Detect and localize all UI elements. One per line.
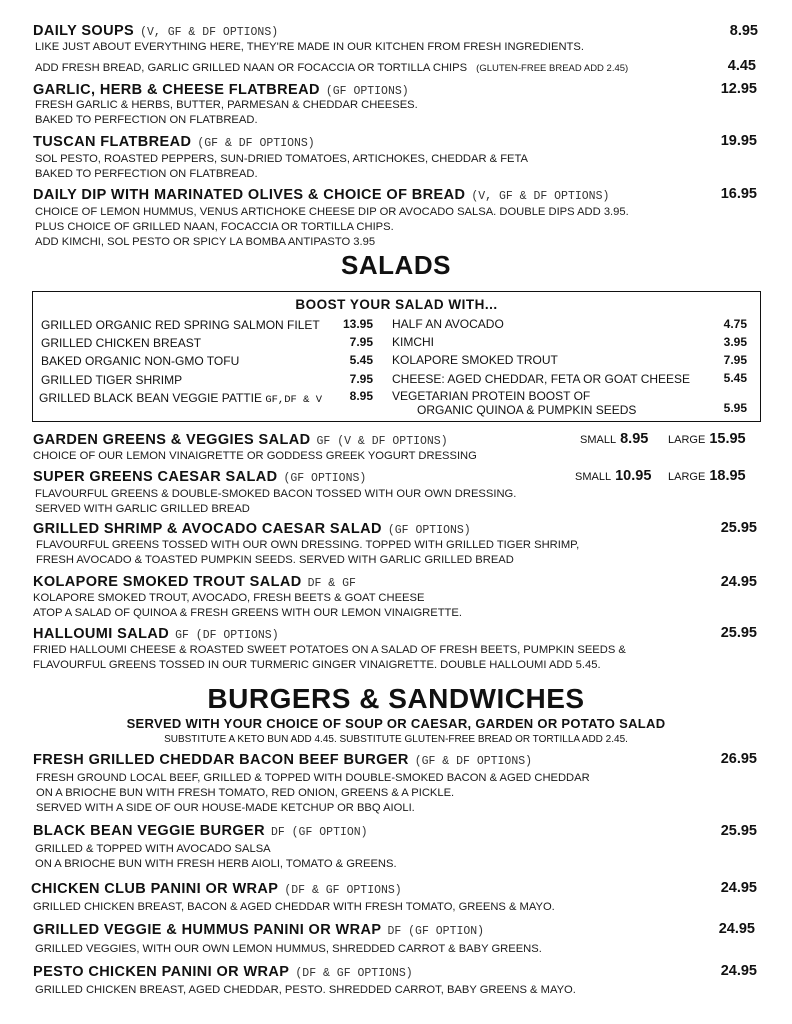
- item-name: GARLIC, HERB & CHEESE FLATBREAD: [33, 82, 320, 98]
- item-price: 12.95: [720, 81, 757, 97]
- boost-item-note: GF,DF & V: [265, 394, 323, 406]
- item-garlic-herb-flatbread: [33, 82, 409, 98]
- item-options: (GF OPTIONS): [283, 472, 367, 485]
- boost-price: 3.95: [723, 335, 747, 349]
- salad-garden-greens: [33, 432, 448, 448]
- item-options: (V, GF & DF OPTIONS): [140, 26, 279, 39]
- description-line: ATOP A SALAD OF QUINOA & FRESH GREENS WITH OUR LEMON VINAIGRETTE.: [33, 607, 462, 619]
- description-line: SERVED WITH A SIDE OF OUR HOUSE-MADE KETCHUP OR BBQ AIOLI.: [36, 802, 415, 814]
- item-options: (DF & GF OPTIONS): [295, 967, 413, 980]
- item-options: DF (GF OPTION): [387, 925, 485, 938]
- item-name: HALLOUMI SALAD: [33, 626, 170, 642]
- boost-price: 5.45: [723, 371, 747, 385]
- item-price: 25.95: [720, 520, 757, 536]
- item-description: [35, 842, 397, 872]
- item-description: [35, 98, 418, 128]
- small-price-group: [580, 431, 648, 447]
- description-line: ON A BRIOCHE BUN WITH FRESH TOMATO, RED ONION, GREENS & A PICKLE.: [36, 787, 455, 799]
- burger-cheddar-bacon: [33, 752, 532, 768]
- boost-box: [32, 291, 761, 422]
- boost-price: 7.95: [349, 335, 373, 349]
- item-name: GRILLED VEGGIE & HUMMUS PANINI OR WRAP: [33, 922, 382, 938]
- boost-item: BAKED ORGANIC NON-GMO TOFU: [41, 354, 240, 368]
- description-line: LIKE JUST ABOUT EVERYTHING HERE, THEY'RE MADE IN OUR KITCHEN FROM FRESH INGREDIENTS.: [35, 41, 584, 53]
- description-line: FLAVOURFUL GREENS TOSSED IN OUR TURMERIC GINGER VINAIGRETTE. DOUBLE HALLOUMI ADD 5.45.: [33, 659, 601, 671]
- boost-item: KOLAPORE SMOKED TROUT: [392, 353, 558, 367]
- description-line: PLUS CHOICE OF GRILLED NAAN, FOCACCIA OR TORTILLA CHIPS.: [35, 221, 394, 233]
- item-description: [33, 449, 477, 464]
- small-price: 10.95: [615, 468, 652, 484]
- item-price: 24.95: [718, 921, 755, 937]
- description-line: ADD FRESH BREAD, GARLIC GRILLED NAAN OR FOCACCIA OR TORTILLA CHIPS: [35, 62, 468, 74]
- small-price-group: [575, 468, 651, 484]
- salad-super-greens-caesar: [33, 469, 366, 485]
- description-line: KOLAPORE SMOKED TROUT, AVOCADO, FRESH BEETS & GOAT CHEESE: [33, 592, 425, 604]
- item-description: [35, 983, 576, 998]
- item-name: PESTO CHICKEN PANINI OR WRAP: [33, 964, 290, 980]
- item-description: [35, 40, 584, 55]
- boost-item: VEGETARIAN PROTEIN BOOST OF: [392, 389, 591, 403]
- small-label: SMALL: [575, 471, 612, 483]
- add-bread-line: [35, 61, 628, 76]
- boost-item: GRILLED CHICKEN BREAST: [41, 336, 202, 350]
- boost-item: KIMCHI: [392, 335, 434, 349]
- boost-item: CHEESE: AGED CHEDDAR, FETA OR GOAT CHEESE: [392, 372, 691, 386]
- large-label: LARGE: [668, 434, 706, 446]
- item-price: 4.45: [727, 58, 756, 74]
- description-line: FRESH AVOCADO & TOASTED PUMPKIN SEEDS. SERVED WITH GARLIC GRILLED BREAD: [36, 554, 514, 566]
- item-price: 16.95: [720, 186, 757, 202]
- salads-heading: SALADS: [341, 250, 451, 280]
- item-description: [35, 152, 528, 182]
- description-line: FRIED HALLOUMI CHEESE & ROASTED SWEET POTATOES ON A SALAD OF FRESH BEETS, PUMPKIN SEEDS &: [33, 644, 626, 656]
- boost-price: 13.95: [342, 317, 373, 331]
- description-line: CHOICE OF OUR LEMON VINAIGRETTE OR GODDESS GREEK YOGURT DRESSING: [33, 450, 477, 462]
- description-line: FRESH GROUND LOCAL BEEF, GRILLED & TOPPED WITH DOUBLE-SMOKED BACON & AGED CHEDDAR: [36, 772, 590, 784]
- item-name: BLACK BEAN VEGGIE BURGER: [33, 823, 265, 839]
- description-line: GRILLED VEGGIES, WITH OUR OWN LEMON HUMMUS, SHREDDED CARROT & BABY GREENS.: [35, 943, 542, 955]
- description-line: GRILLED CHICKEN BREAST, AGED CHEDDAR, PESTO. SHREDDED CARROT, BABY GREENS & MAYO.: [35, 984, 576, 996]
- boost-price: 7.95: [349, 372, 373, 386]
- item-description: [35, 205, 629, 250]
- gluten-free-note: (GLUTEN-FREE BREAD ADD 2.45): [476, 63, 629, 74]
- boost-item: GRILLED TIGER SHRIMP: [41, 373, 183, 387]
- item-options: GF (V & DF OPTIONS): [316, 435, 448, 448]
- item-name: CHICKEN CLUB PANINI OR WRAP: [31, 881, 279, 897]
- salad-grilled-shrimp-avocado: [33, 521, 471, 537]
- boost-price: 4.75: [723, 317, 747, 331]
- description-line: BAKED TO PERFECTION ON FLATBREAD.: [35, 114, 258, 126]
- item-description: [33, 643, 626, 673]
- small-label: SMALL: [580, 434, 617, 446]
- item-price: 26.95: [720, 751, 757, 767]
- item-price: 25.95: [720, 823, 757, 839]
- description-line: SERVED WITH GARLIC GRILLED BREAD: [35, 503, 250, 515]
- item-daily-dip: [33, 187, 609, 203]
- boost-item: GRILLED ORGANIC RED SPRING SALMON FILET: [41, 318, 320, 332]
- description-line: SOL PESTO, ROASTED PEPPERS, SUN-DRIED TOMATOES, ARTICHOKES, CHEDDAR & FETA: [35, 153, 528, 165]
- boost-price: 8.95: [349, 389, 373, 403]
- item-name: DAILY SOUPS: [33, 23, 135, 39]
- description-line: CHOICE OF LEMON HUMMUS, VENUS ARTICHOKE CHEESE DIP OR AVOCADO SALSA. DOUBLE DIPS ADD 3.95.: [35, 206, 629, 218]
- item-name: GRILLED SHRIMP & AVOCADO CAESAR SALAD: [33, 521, 382, 537]
- item-price: 19.95: [720, 133, 757, 149]
- item-daily-soups: [33, 23, 278, 39]
- boost-title: BOOST YOUR SALAD WITH...: [295, 297, 498, 312]
- item-options: (GF & DF OPTIONS): [414, 755, 533, 768]
- item-options: GF (DF OPTIONS): [175, 629, 279, 642]
- item-options: DF (GF OPTION): [270, 826, 368, 839]
- sandwich-pesto-chicken: [33, 964, 413, 980]
- item-description: [35, 942, 542, 957]
- item-price: 24.95: [720, 880, 757, 896]
- item-description: [36, 771, 590, 816]
- boost-item: HALF AN AVOCADO: [392, 317, 504, 331]
- boost-item-label: GRILLED BLACK BEAN VEGGIE PATTIE: [39, 391, 262, 405]
- item-name: DAILY DIP WITH MARINATED OLIVES & CHOICE OF BREAD: [33, 187, 466, 203]
- item-description: [33, 591, 462, 621]
- item-description: [35, 487, 516, 517]
- large-price-group: [668, 431, 746, 447]
- burgers-subtitle: SERVED WITH YOUR CHOICE OF SOUP OR CAESAR, GARDEN OR POTATO SALAD: [126, 716, 666, 731]
- item-options: (DF & GF OPTIONS): [284, 884, 402, 897]
- description-line: FLAVOURFUL GREENS & DOUBLE-SMOKED BACON TOSSED WITH OUR OWN DRESSING.: [35, 488, 517, 500]
- boost-price: 5.95: [723, 401, 747, 415]
- burgers-heading: BURGERS & SANDWICHES: [207, 683, 585, 714]
- description-line: ADD KIMCHI, SOL PESTO OR SPICY LA BOMBA ANTIPASTO 3.95: [35, 236, 376, 248]
- item-description: [33, 900, 555, 915]
- large-price: 15.95: [709, 431, 746, 447]
- item-options: (GF OPTIONS): [387, 524, 471, 537]
- item-options: (V, GF & DF OPTIONS): [471, 190, 610, 203]
- item-name: TUSCAN FLATBREAD: [33, 134, 192, 150]
- boost-item-line2: ORGANIC QUINOA & PUMPKIN SEEDS: [417, 403, 637, 417]
- item-name: SUPER GREENS CAESAR SALAD: [33, 469, 278, 485]
- description-line: BAKED TO PERFECTION ON FLATBREAD.: [35, 168, 258, 180]
- description-line: FRESH GARLIC & HERBS, BUTTER, PARMESAN & CHEDDAR CHEESES.: [35, 99, 418, 111]
- large-price-group: [668, 468, 746, 484]
- sandwich-chicken-club: [31, 881, 402, 897]
- item-price: 24.95: [720, 574, 757, 590]
- burger-black-bean: [33, 823, 368, 839]
- boost-price: 7.95: [723, 353, 747, 367]
- small-price: 8.95: [620, 431, 649, 447]
- item-description: [36, 538, 579, 568]
- description-line: FLAVOURFUL GREENS TOSSED WITH OUR OWN DRESSING. TOPPED WITH GRILLED TIGER SHRIMP,: [36, 539, 580, 551]
- description-line: GRILLED CHICKEN BREAST, BACON & AGED CHEDDAR WITH FRESH TOMATO, GREENS & MAYO.: [33, 901, 555, 913]
- sandwich-veggie-hummus: [33, 922, 484, 938]
- description-line: GRILLED & TOPPED WITH AVOCADO SALSA: [35, 843, 271, 855]
- salad-halloumi: [33, 626, 279, 642]
- item-tuscan-flatbread: [33, 134, 315, 150]
- item-name: FRESH GRILLED CHEDDAR BACON BEEF BURGER: [33, 752, 409, 768]
- item-name: KOLAPORE SMOKED TROUT SALAD: [33, 574, 302, 590]
- salad-kolapore-trout: [33, 574, 356, 590]
- item-options: (GF & DF OPTIONS): [197, 137, 315, 150]
- item-options: (GF OPTIONS): [325, 85, 409, 98]
- item-options: DF & GF: [307, 577, 356, 590]
- large-price: 18.95: [709, 468, 746, 484]
- description-line: ON A BRIOCHE BUN WITH FRESH HERB AIOLI, TOMATO & GREENS.: [35, 858, 397, 870]
- item-price: 24.95: [720, 963, 757, 979]
- boost-item: [39, 391, 322, 406]
- large-label: LARGE: [668, 471, 706, 483]
- item-price: 8.95: [729, 23, 758, 39]
- boost-price: 5.45: [349, 353, 373, 367]
- item-name: GARDEN GREENS & VEGGIES SALAD: [33, 432, 311, 448]
- item-price: 25.95: [720, 625, 757, 641]
- burgers-note: SUBSTITUTE A KETO BUN ADD 4.45. SUBSTITUTE GLUTEN-FREE BREAD OR TORTILLA ADD 2.45.: [164, 734, 628, 745]
